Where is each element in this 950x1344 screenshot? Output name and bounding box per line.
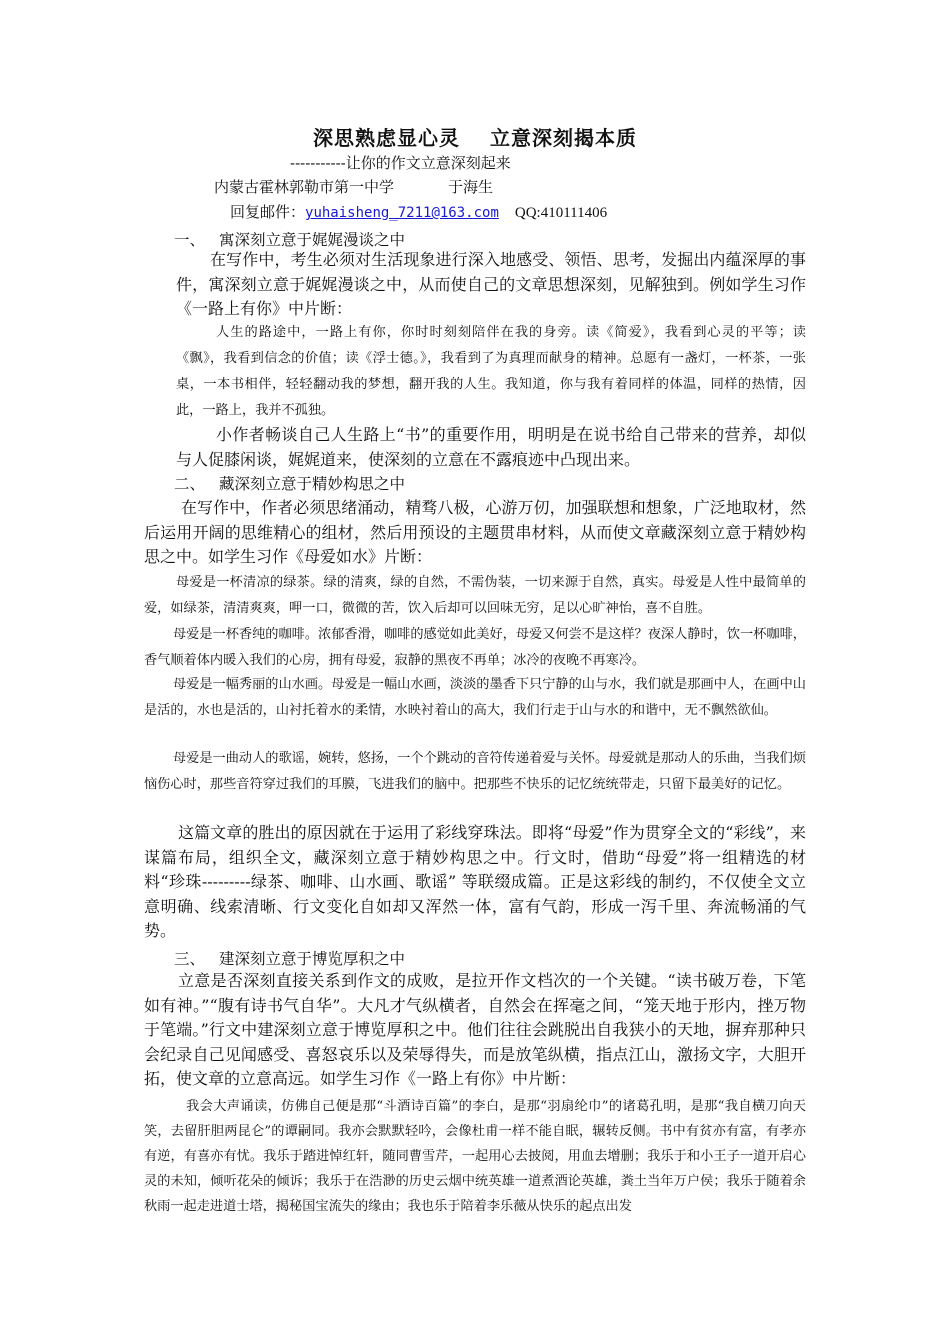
author-line <box>214 176 493 197</box>
title-part-1: 深思熟虑显心灵 <box>313 126 460 150</box>
section-2-number: 二、 <box>174 475 206 493</box>
section-1-comment: 小作者畅谈自己人生路上“书”的重要作用，明明是在说书给自己带来的营养，却似与人促膝闲谈，娓娓道来，使深刻的立意在不露痕迹中凸现出来。 <box>176 425 806 469</box>
email-link[interactable]: yuhaisheng_7211@163.com <box>305 205 499 221</box>
reply-label: 回复邮件： <box>230 203 306 221</box>
section-2-quote-1: 母爱是一杯清凉的绿茶。绿的清爽，绿的自然，不需伪装，一切来源于自然，真实。母爱是人性中最简单的爱，如绿茶，清清爽爽，呷一口，微微的苦，饮入后却可以回味无穷，足以心旷神怡，喜不自胜。 <box>144 575 806 616</box>
section-3-title: 建深刻立意于博览厚积之中 <box>219 950 406 968</box>
title-part-2: 立意深刻揭本质 <box>490 126 637 150</box>
school-name: 内蒙古霍林郭勒市第一中学 <box>214 178 395 196</box>
section-2-comment: 这篇文章的胜出的原因就在于运用了彩线穿珠法。即将“母爱”作为贯穿全文的“彩线”，来谋篇布局，组织全文，藏深刻立意于精妙构思之中。行文时，借助“母爱”将一组精选的材料“珍珠---------绿茶、咖啡、山水画、歌谣” 等联缀成篇。正是这彩线的制约，不仅使全文立意明确、线索清晰、行文变化自如却又浑然一体，富有气韵，形成一泻千里、奔流畅涌的气势。 <box>144 823 806 940</box>
qq-number: QQ:410111406 <box>514 205 608 221</box>
section-3-heading <box>174 947 405 969</box>
contact-line <box>230 201 607 222</box>
section-3-quote: 我会大声诵读，仿佛自己便是那“斗酒诗百篇”的李白，是那“羽扇纶巾”的诸葛孔明，是那“我自横刀向天笑，去留肝胆两昆仑”的谭嗣同。我亦会默默轻吟，会像杜甫一样不能自眠，辗转反侧。书中有贫亦有富，有孝亦有逆，有喜亦有忧。我乐于踏进悼红轩，随同曹雪芹，一起用心去披阅，用血去增删；我乐于和小王子一道开启心灵的未知，倾听花朵的倾诉；我乐于在浩渺的历史云烟中统英雄一道煮酒论英雄，粪土当年万户侯；我乐于随着余秋雨一起走进道士塔，揭秘国宝流失的缘由；我也乐于陪着李乐薇从快乐的起点出发 <box>144 1099 806 1214</box>
section-1-quote: 人生的路途中，一路上有你，你时时刻刻陪伴在我的身旁。读《简爱》，我看到心灵的平等；读《飘》，我看到信念的价值；读《浮士德。》，我看到了为真理而献身的精神。总愿有一盏灯，一杯茶，一张桌，一本书相伴，轻轻翻动我的梦想，翻开我的人生。我知道，你与我有着同样的体温，同样的热情，因此，一路上，我并不孤独。 <box>176 325 806 418</box>
section-1-heading <box>174 228 405 250</box>
section-2-quote-3: 母爱是一幅秀丽的山水画。母爱是一幅山水画，淡淡的墨香下只宁静的山与水，我们就是那画中人，在画中山是活的，水也是活的，山衬托着水的柔情，水映衬着山的高大，我们行走于山与水的和谐中，无不飘然欲仙。 <box>144 677 806 718</box>
article-title <box>0 122 950 151</box>
section-1-number: 一、 <box>174 231 206 249</box>
section-2-title: 藏深刻立意于精妙构思之中 <box>219 475 406 493</box>
author-name: 于海生 <box>448 178 494 196</box>
section-2-quote-4: 母爱是一曲动人的歌谣，婉转，悠扬，一个个跳动的音符传递着爱与关怀。母爱就是那动人的乐曲，当我们烦恼伤心时，那些音符穿过我们的耳膜，飞进我们的脑中。把那些不快乐的记忆统统带走，只留下最美好的记忆。 <box>144 751 806 792</box>
section-1-intro: 在写作中，考生必须对生活现象进行深入地感受、领悟、思考，发掘出内蕴深厚的事件，寓深刻立意于娓娓漫谈之中，从而使自己的文章思想深刻，见解独到。例如学生习作《一路上有你》中片断： <box>176 250 806 318</box>
section-3-intro: 立意是否深刻直接关系到作文的成败，是拉开作文档次的一个关键。“读书破万卷，下笔如有神。”“腹有诗书气自华”。大凡才气纵横者，自然会在挥毫之间，“笼天地于形内，挫万物于笔端。”行文中建深刻立意于博览厚积之中。他们往往会跳脱出自我狭小的天地，摒弃那种只会纪录自己见闻感受、喜怒哀乐以及荣辱得失，而是放笔纵横，指点江山，激扬文字，大胆开拓，使文章的立意高远。如学生习作《一路上有你》中片断： <box>144 971 806 1088</box>
article-subtitle: -----------让你的作文立意深刻起来 <box>290 154 511 172</box>
section-2-quote-2: 母爱是一杯香纯的咖啡。浓郁香滑，咖啡的感觉如此美好，母爱又何尝不是这样？夜深人静时，饮一杯咖啡，香气顺着体内暖入我们的心房，拥有母爱，寂静的黑夜不再单；冰冷的夜晚不再寒冷。 <box>144 627 806 668</box>
section-2-intro: 在写作中，作者必须思绪涌动，精骛八极，心游万仞，加强联想和想象，广泛地取材，然后运用开阔的思维精心的组材，然后用预设的主题贯串材料，从而使文章藏深刻立意于精妙构思之中。如学生习作《母爱如水》片断： <box>144 498 806 566</box>
section-1-title: 寓深刻立意于娓娓漫谈之中 <box>219 231 406 249</box>
section-2-heading <box>174 472 405 494</box>
section-3-number: 三、 <box>174 950 206 968</box>
